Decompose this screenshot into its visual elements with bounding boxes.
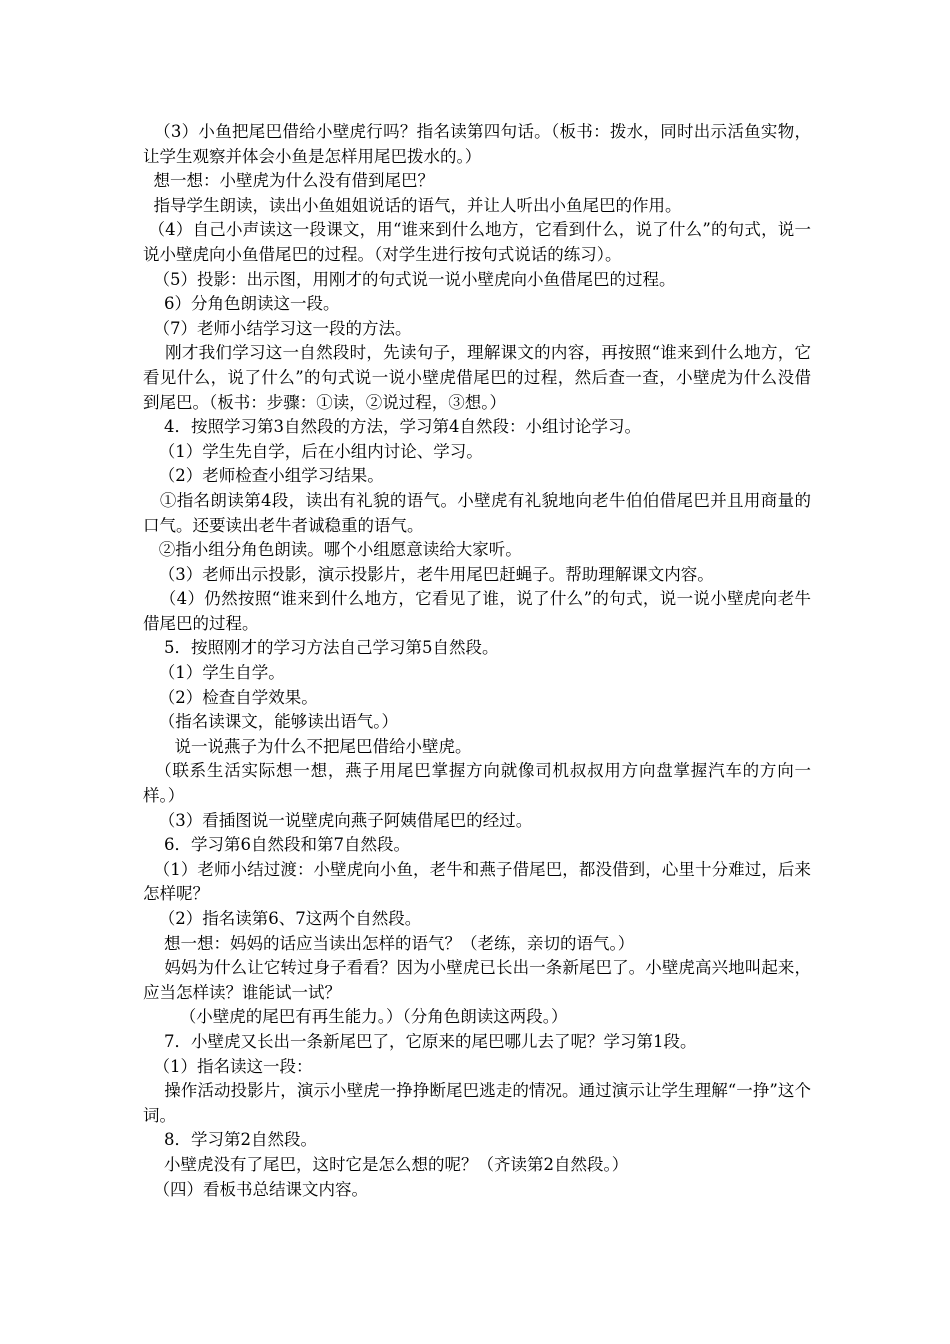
paragraph-text: （四）看板书总结课文内容。 bbox=[153, 1179, 368, 1199]
paragraph-indent bbox=[143, 343, 165, 362]
paragraph-indent bbox=[143, 1007, 180, 1026]
paragraph bbox=[143, 120, 811, 169]
paragraph bbox=[143, 341, 811, 415]
paragraph-text: 6．学习第6自然段和第7自然段。 bbox=[163, 835, 410, 855]
paragraph-text: （2）检查自学效果。 bbox=[158, 687, 318, 707]
paragraph-indent bbox=[143, 122, 154, 141]
paragraph bbox=[143, 710, 811, 735]
paragraph-text: 小壁虎没有了尾巴，这时它是怎么想的呢？（齐读第2自然段。） bbox=[163, 1154, 629, 1174]
paragraph bbox=[143, 292, 811, 317]
paragraph-indent bbox=[143, 1057, 154, 1076]
paragraph-indent bbox=[143, 1032, 164, 1051]
paragraph bbox=[143, 661, 811, 686]
paragraph-text: （1）指名读这一段： bbox=[153, 1056, 313, 1076]
paragraph-text: 指导学生朗读，读出小鱼姐姐说话的语气，并让人听出小鱼尾巴的作用。 bbox=[153, 195, 682, 215]
paragraph-indent bbox=[143, 761, 155, 780]
paragraph bbox=[143, 317, 811, 342]
paragraph bbox=[143, 759, 811, 808]
paragraph-text: 6）分角色朗读这一段。 bbox=[163, 294, 340, 314]
paragraph-text: （3）小鱼把尾巴借给小壁虎行吗？指名读第四句话。（板书：拨水，同时出示活鱼实物，让学生观察并体会小鱼是怎样用尾巴拨水的。） bbox=[143, 122, 812, 166]
paragraph-text: （1）学生自学。 bbox=[158, 663, 285, 683]
paragraph-text: （4）自己小声读这一段课文，用“谁来到什么地方，它看到什么，说了什么”的句式，说一说小壁虎向小鱼借尾巴的过程。（对学生进行按句式说话的练习）。 bbox=[143, 220, 811, 264]
paragraph-text: ②指小组分角色朗读。哪个小组愿意读给大家听。 bbox=[158, 540, 522, 560]
paragraph-text: 操作活动投影片，演示小壁虎一挣挣断尾巴逃走的情况。通过演示让学生理解“一挣”这个词。 bbox=[143, 1081, 812, 1125]
paragraph-text: （5）投影：出示图，用刚才的句式说一说小壁虎向小鱼借尾巴的过程。 bbox=[153, 269, 676, 289]
paragraph-indent bbox=[143, 417, 164, 436]
paragraph bbox=[143, 194, 811, 219]
paragraph-indent bbox=[143, 1155, 164, 1174]
paragraph bbox=[143, 563, 811, 588]
paragraph-indent bbox=[143, 466, 159, 485]
paragraph-indent bbox=[143, 663, 159, 682]
paragraph-text: 想一想：妈妈的话应当读出怎样的语气？（老练，亲切的语气。） bbox=[163, 933, 635, 953]
paragraph-indent bbox=[143, 491, 160, 510]
paragraph bbox=[143, 440, 811, 465]
paragraph bbox=[143, 858, 811, 907]
paragraph-text: （4）仍然按照“谁来到什么地方，它看见了谁，说了什么”的句式，说一说小壁虎向老牛借尾巴的过程。 bbox=[143, 589, 811, 633]
paragraph-text: （7）老师小结学习这一段的方法。 bbox=[153, 318, 412, 338]
paragraph bbox=[143, 956, 811, 1005]
paragraph bbox=[143, 809, 811, 834]
paragraph-indent bbox=[143, 688, 159, 707]
paragraph-text: （3）看插图说一说壁虎向燕子阿姨借尾巴的经过。 bbox=[158, 810, 533, 830]
paragraph-text: 刚才我们学习这一自然段时，先读句子，理解课文的内容，再按照“谁来到什么地方，它看见什么，说了什么”的句式说一说小壁虎借尾巴的过程，然后查一查，小壁虎为什么没借到尾巴。（板书：步骤：①读，②说过程，③想。） bbox=[143, 343, 812, 412]
paragraph bbox=[143, 1153, 811, 1178]
paragraph-text: ①指名朗读第4段，读出有礼貌的语气。小壁虎有礼貌地向老牛伯伯借尾巴并且用商量的口气。还要读出老牛者诚稳重的语气。 bbox=[143, 490, 811, 535]
paragraph-text: （3）老师出示投影，演示投影片，老牛用尾巴赶蝇子。帮助理解课文内容。 bbox=[158, 564, 714, 584]
paragraph-indent bbox=[143, 171, 154, 190]
paragraph-text: （联系生活实际想一想，燕子用尾巴掌握方向就像司机叔叔用方向盘掌握汽车的方向一样。） bbox=[143, 761, 811, 806]
paragraph-indent bbox=[143, 319, 154, 338]
paragraph-indent bbox=[143, 712, 159, 731]
paragraph bbox=[143, 1005, 811, 1030]
paragraph-text: （1）学生先自学，后在小组内讨论、学习。 bbox=[158, 441, 483, 461]
paragraph bbox=[143, 587, 811, 636]
paragraph-indent bbox=[143, 540, 159, 559]
paragraph bbox=[143, 464, 811, 489]
paragraph bbox=[143, 415, 811, 440]
paragraph-text: 想一想：小壁虎为什么没有借到尾巴？ bbox=[153, 171, 434, 191]
paragraph bbox=[143, 1055, 811, 1080]
paragraph bbox=[143, 538, 811, 563]
paragraph bbox=[143, 1030, 811, 1055]
paragraph bbox=[143, 686, 811, 711]
paragraph bbox=[143, 169, 811, 194]
paragraph-indent bbox=[143, 589, 160, 608]
paragraph-text: （2）老师检查小组学习结果。 bbox=[158, 466, 384, 486]
paragraph bbox=[143, 833, 811, 858]
paragraph-indent bbox=[143, 1180, 154, 1199]
paragraph-indent bbox=[143, 1130, 164, 1149]
paragraph bbox=[143, 1128, 811, 1153]
paragraph-indent bbox=[143, 294, 164, 313]
paragraph-indent bbox=[143, 638, 164, 657]
paragraph-text: 8．学习第2自然段。 bbox=[163, 1130, 317, 1150]
paragraph-text: （2）指名读第6、7这两个自然段。 bbox=[158, 909, 422, 928]
paragraph bbox=[143, 218, 811, 267]
paragraph-text: （1）老师小结过渡：小壁虎向小鱼，老牛和燕子借尾巴，都没借到，心里十分难过，后来怎样呢？ bbox=[143, 859, 811, 904]
paragraph-text: 7．小壁虎又长出一条新尾巴了，它原来的尾巴哪儿去了呢？学习第1段。 bbox=[163, 1031, 697, 1051]
paragraph bbox=[143, 1178, 811, 1203]
paragraph bbox=[143, 932, 811, 957]
paragraph-text: （小壁虎的尾巴有再生能力。）（分角色朗读这两段。） bbox=[179, 1007, 568, 1027]
paragraph-text: 5．按照刚才的学习方法自己学习第5自然段。 bbox=[163, 638, 499, 658]
paragraph-indent bbox=[143, 811, 159, 830]
paragraph-indent bbox=[143, 442, 159, 461]
paragraph-indent bbox=[143, 860, 154, 879]
paragraph-indent bbox=[143, 909, 159, 928]
paragraph-indent bbox=[143, 1081, 164, 1100]
paragraph-indent bbox=[143, 958, 164, 977]
paragraph-text: （指名读课文，能够读出语气。） bbox=[158, 712, 398, 732]
paragraph bbox=[143, 636, 811, 661]
paragraph-indent bbox=[143, 835, 164, 854]
paragraph-text: 4．按照学习第3自然段的方法，学习第4自然段：小组讨论学习。 bbox=[163, 417, 641, 437]
paragraph bbox=[143, 489, 811, 538]
paragraph bbox=[143, 735, 811, 760]
paragraph bbox=[143, 268, 811, 293]
paragraph-indent bbox=[143, 934, 164, 953]
paragraph bbox=[143, 907, 811, 932]
paragraph-text: 妈妈为什么让它转过身子看看？因为小壁虎已长出一条新尾巴了。小壁虎高兴地叫起来，应当怎样读？谁能试一试？ bbox=[143, 958, 812, 1002]
paragraph-indent bbox=[143, 196, 154, 215]
paragraph-indent bbox=[143, 737, 174, 756]
paragraph bbox=[143, 1079, 811, 1128]
paragraph-text: 说一说燕子为什么不把尾巴借给小壁虎。 bbox=[174, 736, 472, 756]
paragraph-indent bbox=[143, 270, 154, 289]
document-body bbox=[143, 120, 811, 1202]
paragraph-indent bbox=[143, 565, 159, 584]
